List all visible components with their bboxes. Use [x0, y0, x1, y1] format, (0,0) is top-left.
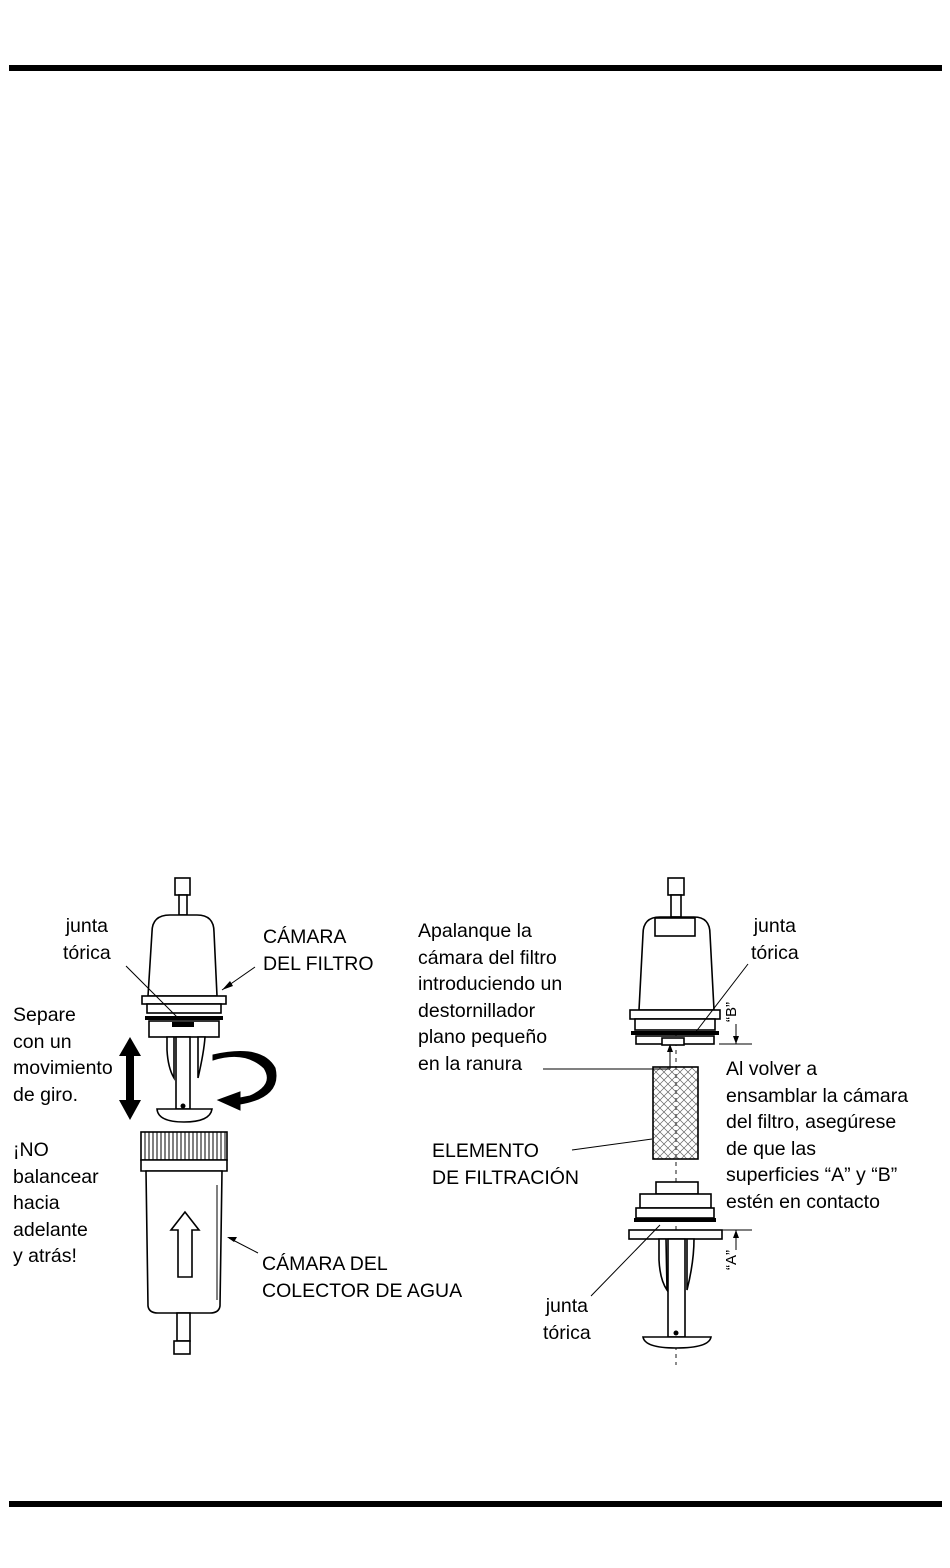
curved-arrow-icon — [213, 1052, 276, 1110]
filter-element — [653, 1067, 698, 1159]
pry-instruction: Apalanque la cámara del filtro introduciendo un destornillador plano pequeño en la ranura — [418, 920, 563, 1075]
double-arrow-icon — [119, 1037, 141, 1120]
water-chamber-label: CÁMARA DEL COLECTOR DE AGUA — [262, 1253, 463, 1302]
filter-chamber-label: CÁMARA DEL FILTRO — [263, 926, 374, 975]
separate-instruction: Separe con un movimiento de giro. — [13, 1004, 113, 1106]
left-oring-label: junta tórica — [63, 915, 111, 964]
right-water-chamber-head — [629, 1182, 722, 1348]
no-rock-warning: ¡NO balancear hacia adelante y atrás! — [13, 1139, 99, 1267]
right-filter-chamber — [630, 878, 720, 1045]
right-oring-top-label: junta tórica — [751, 915, 799, 964]
dimension-b-label: “B” — [723, 1002, 740, 1022]
dimension-a-label: “A” — [723, 1250, 740, 1270]
right-oring-bottom-label: junta tórica — [543, 1295, 591, 1344]
filter-element-label: ELEMENTO DE FILTRACIÓN — [432, 1140, 579, 1189]
left-water-chamber — [141, 1132, 227, 1354]
reassemble-instruction: Al volver a ensamblar la cámara del filtro, asegúrese de que las superficies “A” y “B” estén en contacto — [726, 1058, 909, 1213]
left-filter-chamber — [142, 878, 226, 1122]
